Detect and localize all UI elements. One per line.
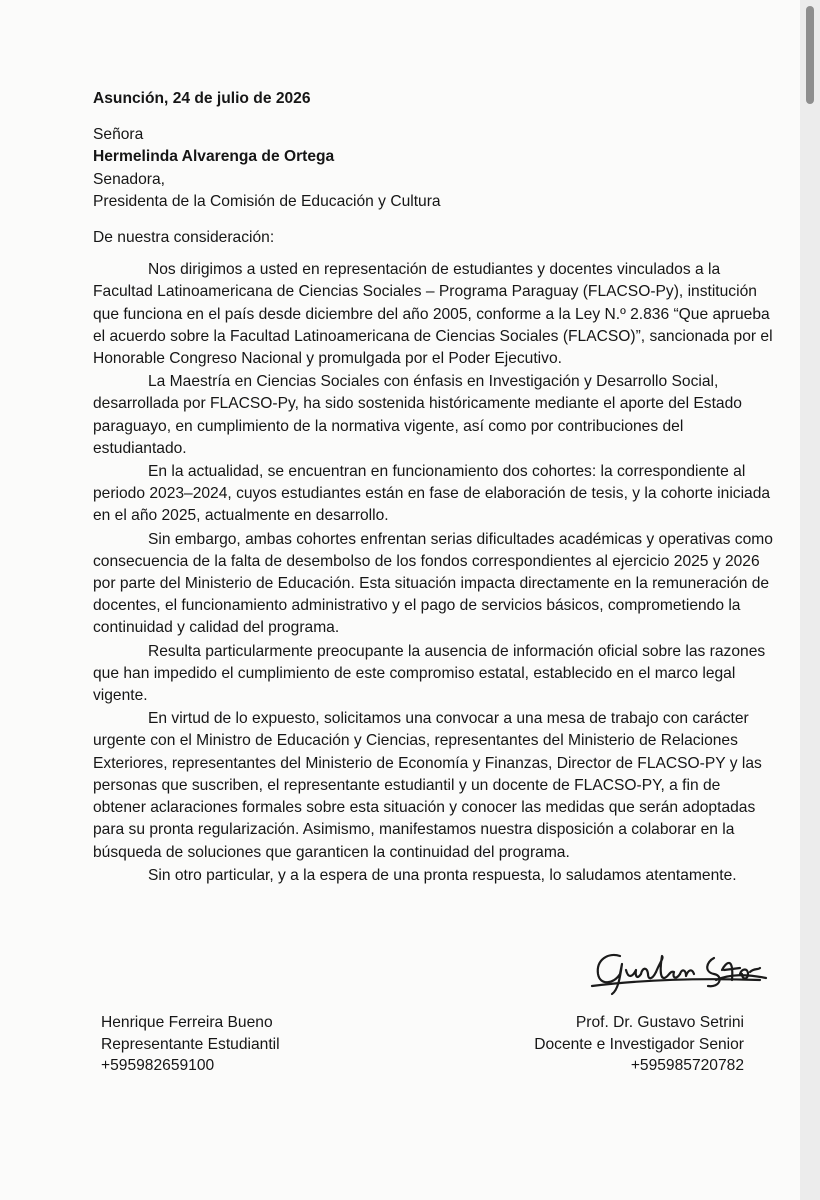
signatory-phone: +595982659100	[101, 1057, 215, 1074]
scrollbar-track[interactable]	[800, 0, 820, 1200]
paragraph: La Maestría en Ciencias Sociales con énfasis en Investigación y Desarrollo Social, desarrollada por FLACSO-Py, ha sido sostenida históricamente mediante el aporte del Estado paraguayo, en cumplimiento de la normativa vigente, así como por contribuciones del estudiantado.	[93, 373, 742, 457]
letter-body	[93, 88, 773, 887]
recipient-role-committee: Presidenta de la Comisión de Educación y Cultura	[93, 192, 441, 210]
signatory-phone: +595985720782	[630, 1057, 744, 1074]
recipient-name: Hermelinda Alvarenga de Ortega	[93, 148, 335, 166]
recipient-role: Senadora,	[93, 170, 165, 188]
paragraph: En virtud de lo expuesto, solicitamos una convocar a una mesa de trabajo con carácter urgente con el Ministro de Educación y Ciencias, representantes del Ministerio de Relaciones Exteriores, representantes del Ministerio de Economía y Finanzas, Director de FLACSO-PY y las personas que suscriben, el representante estudiantil y un docente de FLACSO-PY, a fin de obtener aclaraciones formales sobre esta situación y conocer las medidas que serán adoptadas para su pronta regularización. Asimismo, manifestamos nuestra disposición a colaborar en la búsqueda de soluciones que garanticen la continuidad del programa.	[93, 710, 762, 861]
signatory-title: Representante Estudiantil	[101, 1035, 280, 1053]
scrollbar-thumb[interactable]	[806, 6, 814, 104]
signatory-right	[534, 1012, 744, 1077]
letter-date: Asunción, 24 de julio de 2026	[93, 90, 311, 107]
letter-paragraphs	[93, 259, 773, 887]
paragraph: En la actualidad, se encuentran en funcionamiento dos cohortes: la correspondiente al periodo 2023–2024, cuyos estudiantes están en fase de elaboración de tesis, y la cohorte iniciada en el año 2025, actualmente en desarrollo.	[93, 463, 771, 525]
signatory-name: Henrique Ferreira Bueno	[101, 1014, 273, 1031]
handwritten-signature	[590, 944, 780, 1000]
paragraph: Nos dirigimos a usted en representación de estudiantes y docentes vinculados a la Facultad Latinoamericana de Ciencias Sociales – Programa Paraguay (FLACSO-Py), institución que funciona en el país desde diciembre del año 2005, conforme a la Ley N.º 2.836 “Que aprueba el acuerdo sobre la Facultad Latinoamericana de Ciencias Sociales (FLACSO)”, sancionada por el Honorable Congreso Nacional y promulgada por el Poder Ejecutivo.	[93, 261, 773, 368]
signatory-title: Docente e Investigador Senior	[534, 1035, 744, 1053]
signatory-left	[101, 1012, 280, 1077]
signatory-name: Prof. Dr. Gustavo Setrini	[575, 1014, 744, 1031]
paragraph: Sin otro particular, y a la espera de una pronta respuesta, lo saludamos atentamente.	[148, 866, 737, 884]
paragraph: Sin embargo, ambas cohortes enfrentan serias dificultades académicas y operativas como consecuencia de la falta de desembolso de los fondos correspondientes al ejercicio 2025 y 2026 por parte del Ministerio de Educación. Esta situación impacta directamente en la remuneración de docentes, el funcionamiento administrativo y el pago de servicios básicos, comprometiendo la continuidad y calidad del programa.	[93, 530, 773, 637]
paragraph: Resulta particularmente preocupante la ausencia de información oficial sobre las razones que han impedido el cumplimiento de este compromiso estatal, establecido en el marco legal vigente.	[93, 642, 766, 705]
recipient-salutation-title: Señora	[93, 126, 144, 144]
letter-greeting: De nuestra consideración:	[93, 229, 275, 247]
recipient-block	[93, 124, 773, 213]
